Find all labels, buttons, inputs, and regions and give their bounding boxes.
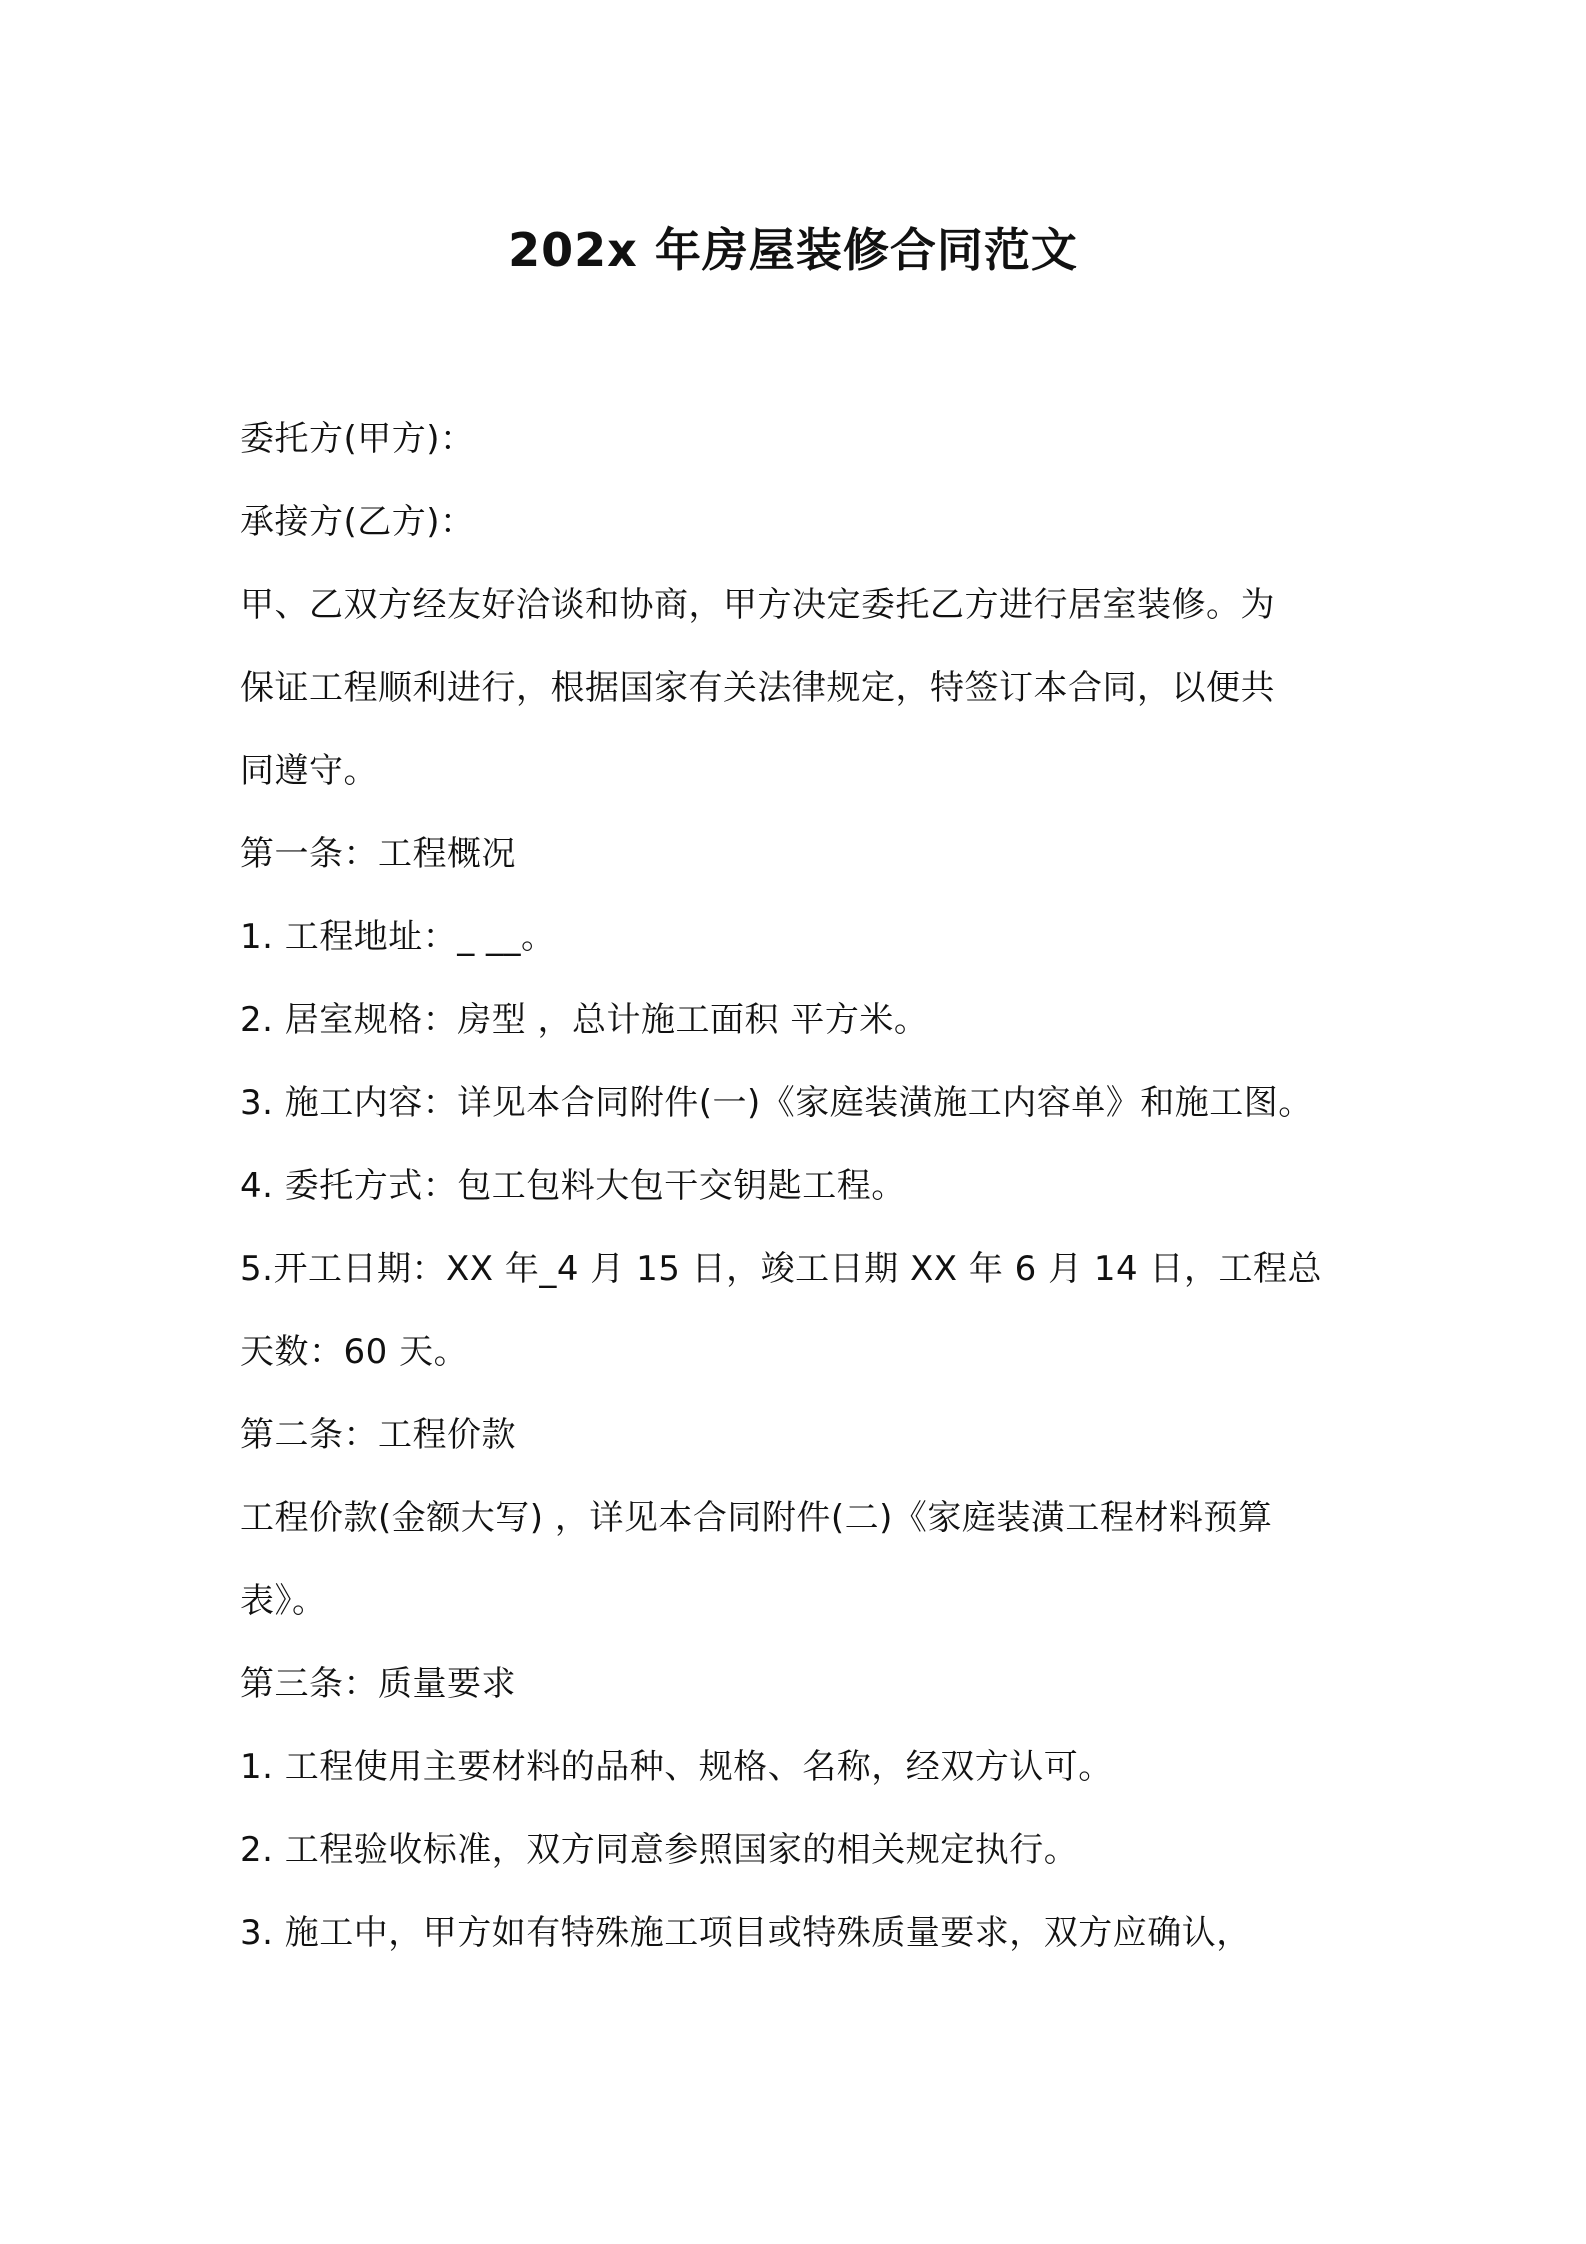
list-item: 5.开工日期：XX 年_4 月 15 日，竣工日期 XX 年 6 月 14 日，工程总 <box>240 1249 1322 1289</box>
line-party-b: 承接方(乙方)： <box>240 502 475 542</box>
section-heading: 第二条：工程价款 <box>240 1415 516 1455</box>
section-heading: 第三条：质量要求 <box>240 1664 516 1704</box>
paragraph-line: 表》。 <box>240 1581 327 1621</box>
paragraph-line: 保证工程顺利进行，根据国家有关法律规定，特签订本合同，以便共 <box>240 668 1275 708</box>
list-item: 3. 施工中，甲方如有特殊施工项目或特殊质量要求，双方应确认， <box>240 1913 1251 1953</box>
list-item: 2. 工程验收标准，双方同意参照国家的相关规定执行。 <box>240 1830 1079 1870</box>
list-item: 1. 工程地址：_ __。 <box>240 917 556 957</box>
document-title: 202x 年房屋装修合同范文 <box>508 223 1078 277</box>
list-item-continuation: 天数：60 天。 <box>240 1332 469 1372</box>
line-party-a: 委托方(甲方)： <box>240 419 475 459</box>
section-heading: 第一条：工程概况 <box>240 834 516 874</box>
paragraph-line: 甲、乙双方经友好洽谈和协商，甲方决定委托乙方进行居室装修。为 <box>240 585 1275 625</box>
paragraph-line: 工程价款(金额大写) ，详见本合同附件(二)《家庭装潢工程材料预算 <box>240 1498 1273 1538</box>
list-item: 4. 委托方式：包工包料大包干交钥匙工程。 <box>240 1166 906 1206</box>
list-item: 3. 施工内容：详见本合同附件(一)《家庭装潢施工内容单》和施工图。 <box>240 1083 1313 1123</box>
list-item: 1. 工程使用主要材料的品种、规格、名称，经双方认可。 <box>240 1747 1113 1787</box>
paragraph-line: 同遵守。 <box>240 751 378 791</box>
list-item: 2. 居室规格：房型 ，总计施工面积 平方米。 <box>240 1000 929 1040</box>
